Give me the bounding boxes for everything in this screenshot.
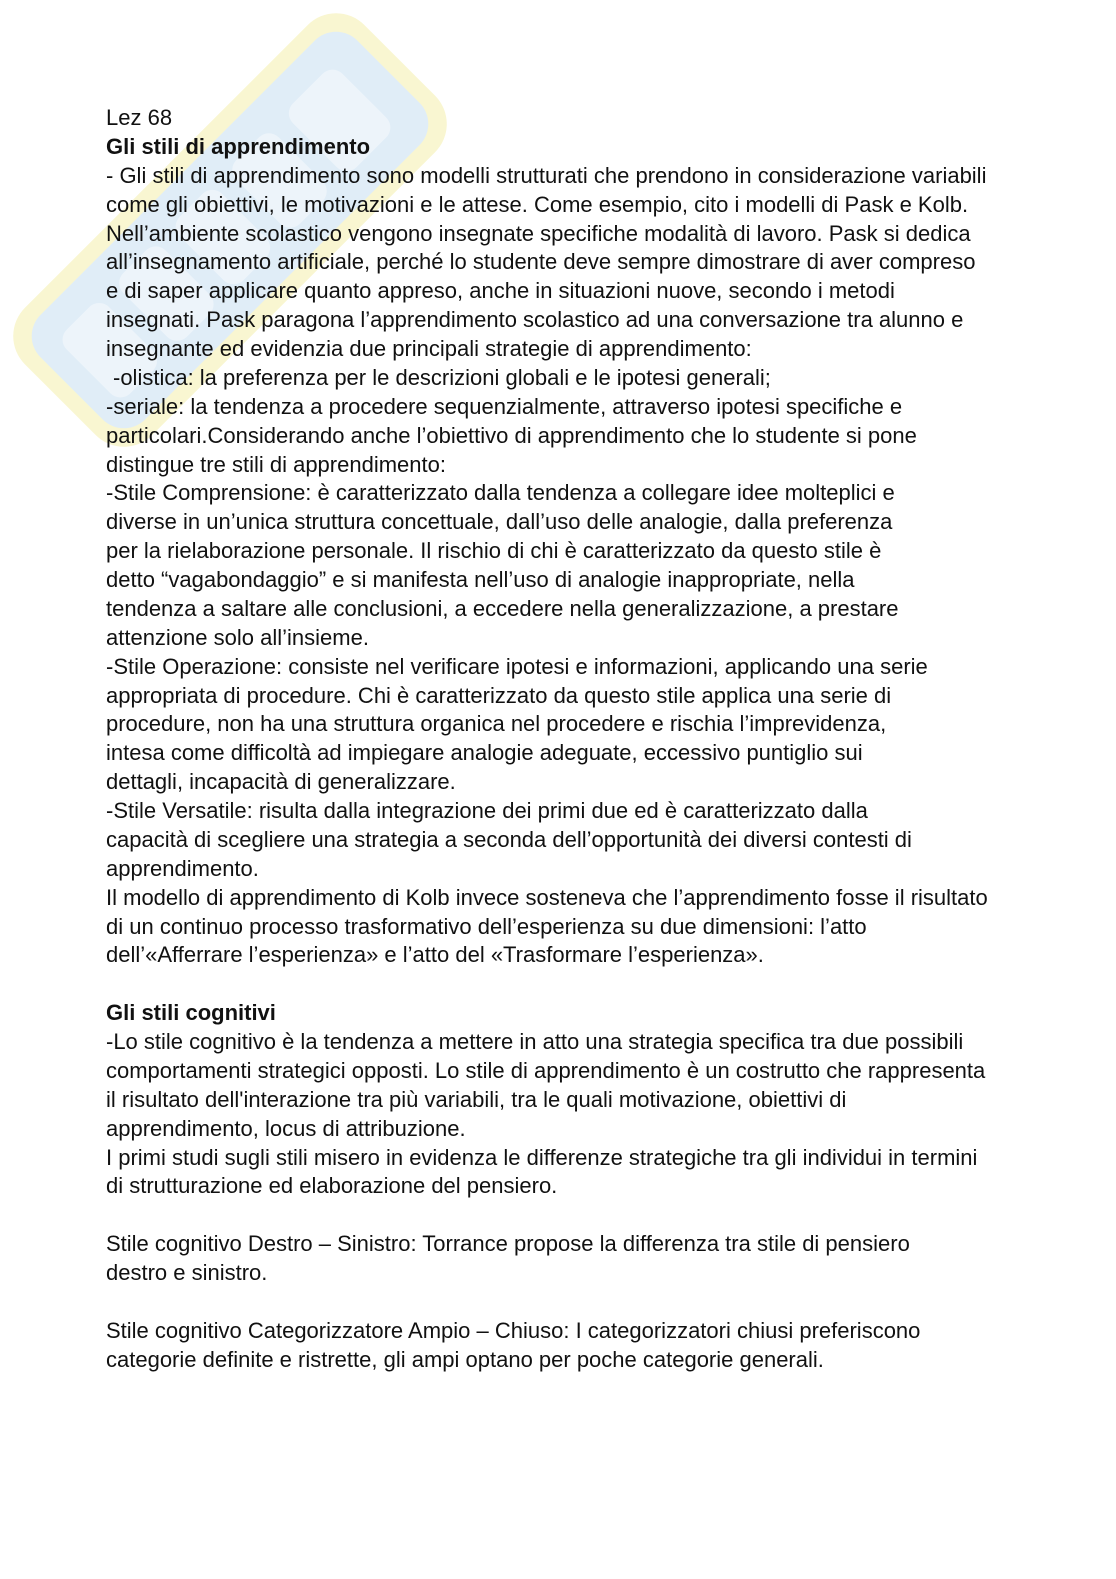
text-line: di un continuo processo trasformativo dell’esperienza su due dimensioni: l’atto: [106, 913, 867, 939]
text-line: all’insegnamento artificiale, perché lo studente deve sempre dimostrare di aver compreso: [106, 249, 976, 275]
text-line: categorie definite e ristrette, gli ampi optano per poche categorie generali.: [106, 1346, 824, 1372]
text-line: -seriale: la tendenza a procedere sequenzialmente, attraverso ipotesi specifiche e: [106, 393, 903, 419]
text-line: insegnati. Pask paragona l’apprendimento scolastico ad una conversazione tra alunno e: [106, 307, 964, 333]
document-body: [106, 104, 1096, 1375]
paragraph-gap: [106, 1288, 1096, 1317]
text-line: particolari.Considerando anche l’obiettivo di apprendimento che lo studente si pone: [106, 422, 917, 448]
text-line: Stile cognitivo Categorizzatore Ampio – Chiuso: I categorizzatori chiusi preferiscono: [106, 1317, 921, 1343]
text-line: -Stile Comprensione: è caratterizzato dalla tendenza a collegare idee molteplici e: [106, 480, 895, 506]
paragraph-gap: [106, 1201, 1096, 1230]
text-line: apprendimento, locus di attribuzione.: [106, 1115, 466, 1141]
text-line: di strutturazione ed elaborazione del pensiero.: [106, 1173, 558, 1199]
text-line: -Stile Versatile: risulta dalla integrazione dei primi due ed è caratterizzato dalla: [106, 798, 868, 823]
text-line: diverse in un’unica struttura concettuale, dall’uso delle analogie, dalla preferenza: [106, 509, 893, 535]
text-line: apprendimento.: [106, 855, 259, 881]
text-line: appropriata di procedure. Chi è caratterizzato da questo stile applica una serie di: [106, 682, 892, 708]
text-line: distingue tre stili di apprendimento:: [106, 451, 446, 477]
text-line: I primi studi sugli stili misero in evidenza le differenze strategiche tra gli individui in termini: [106, 1144, 978, 1170]
text-line: per la rielaborazione personale. Il rischio di chi è caratterizzato da questo stile è: [106, 538, 882, 564]
text-line: destro e sinistro.: [106, 1260, 268, 1285]
text-line: Stile cognitivo Destro – Sinistro: Torrance propose la differenza tra stile di pensiero: [106, 1231, 910, 1257]
text-line: Il modello di apprendimento di Kolb invece sosteneva che l’apprendimento fosse il risultato: [106, 884, 988, 910]
text-line: capacità di scegliere una strategia a seconda dell’opportunità dei diversi contesti di: [106, 826, 912, 852]
text-line: e di saper applicare quanto appreso, anche in situazioni nuove, secondo i metodi: [106, 278, 895, 304]
text-line: attenzione solo all’insieme.: [106, 624, 369, 650]
text-line: Nell’ambiente scolastico vengono insegnate specifiche modalità di lavoro. Pask si dedica: [106, 220, 971, 246]
text-line: il risultato dell'interazione tra più variabili, tra le quali motivazione, obiettivi di: [106, 1086, 847, 1112]
text-line: dettagli, incapacità di generalizzare.: [106, 769, 456, 795]
text-line: come gli obiettivi, le motivazioni e le attese. Come esempio, cito i modelli di Pask e Kolb.: [106, 191, 969, 217]
section-heading: Gli stili di apprendimento: [106, 133, 371, 159]
text-line: procedure, non ha una struttura organica nel procedere e rischia l’imprevidenza,: [106, 711, 887, 737]
text-line: tendenza a saltare alle conclusioni, a eccedere nella generalizzazione, a prestare: [106, 595, 899, 621]
text-line: detto “vagabondaggio” e si manifesta nell’uso di analogie inappropriate, nella: [106, 567, 855, 592]
lecture-label: Lez 68: [106, 105, 173, 130]
section-heading: Gli stili cognitivi: [106, 1000, 276, 1026]
text-line: dell’«Afferrare l’esperienza» e l’atto del «Trasformare l’esperienza».: [106, 942, 764, 968]
text-line: comportamenti strategici opposti. Lo stile di apprendimento è un costrutto che rappresenta: [106, 1057, 986, 1083]
text-line: -Stile Operazione: consiste nel verificare ipotesi e informazioni, applicando una serie: [106, 653, 928, 679]
paragraph-gap: [106, 970, 1096, 999]
text-line: intesa come difficoltà ad impiegare analogie adeguate, eccessivo puntiglio sui: [106, 740, 863, 766]
text-line: - Gli stili di apprendimento sono modelli strutturati che prendono in considerazione variabili: [106, 162, 987, 188]
text-line: insegnante ed evidenzia due principali strategie di apprendimento:: [106, 336, 752, 361]
text-line: -Lo stile cognitivo è la tendenza a mettere in atto una strategia specifica tra due possibili: [106, 1029, 964, 1054]
text-line: -olistica: la preferenza per le descrizioni globali e le ipotesi generali;: [113, 364, 771, 390]
